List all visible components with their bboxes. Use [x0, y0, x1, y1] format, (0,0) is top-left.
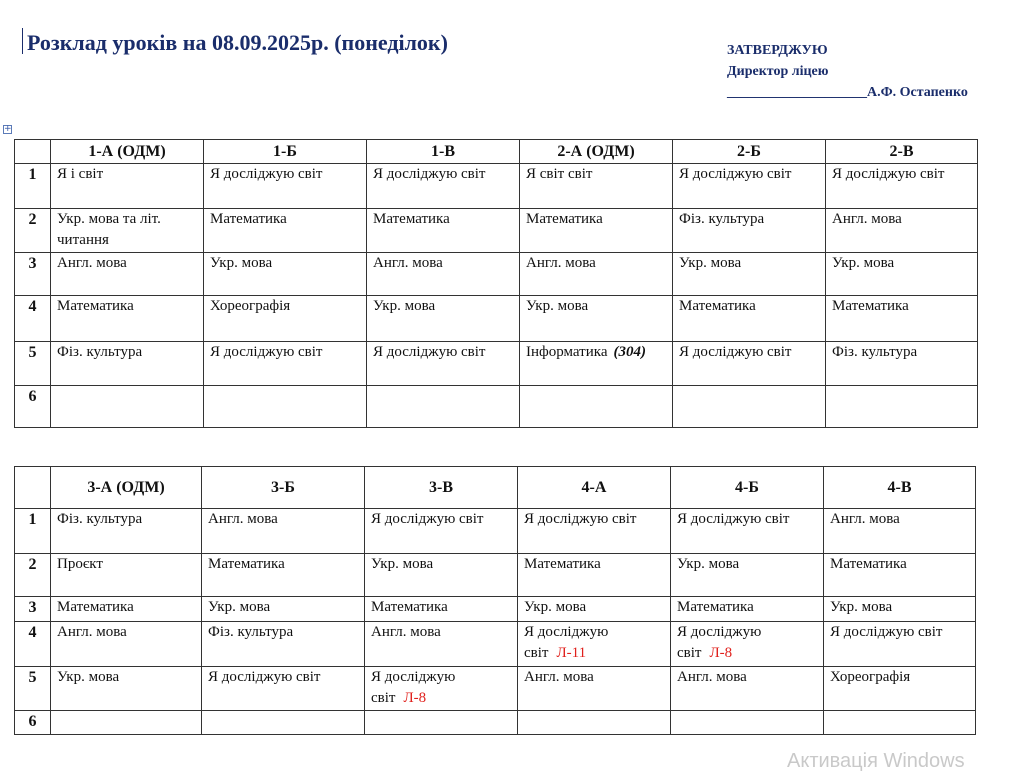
- class-header: 3-Б: [202, 467, 365, 509]
- lesson-cell[interactable]: [824, 711, 976, 735]
- class-header: 4-В: [824, 467, 976, 509]
- lesson-cell[interactable]: [826, 342, 978, 386]
- lesson-cell[interactable]: [367, 209, 520, 253]
- lesson-cell[interactable]: [204, 342, 367, 386]
- table-row: [15, 164, 978, 209]
- subject-name: Укр. мова: [371, 556, 434, 572]
- subject-name: Я досліджую світ: [373, 344, 486, 360]
- table-row: [15, 386, 978, 428]
- table-row: [15, 622, 976, 667]
- room-number: Л-8: [709, 645, 733, 661]
- subject-name: Англ. мова: [57, 624, 127, 640]
- lesson-cell[interactable]: [518, 509, 671, 554]
- lesson-cell[interactable]: [365, 622, 518, 667]
- lesson-cell[interactable]: [826, 386, 978, 428]
- schedule-table-grades-1-2: [14, 139, 978, 428]
- lesson-cell[interactable]: [367, 253, 520, 296]
- subject-name: Фіз. культура: [832, 344, 918, 360]
- table-row: [15, 342, 978, 386]
- class-header: 1-В: [367, 140, 520, 164]
- lesson-cell[interactable]: [367, 296, 520, 342]
- lesson-number: 2: [15, 554, 51, 597]
- subject-name: Математика: [832, 298, 909, 314]
- lesson-number: 5: [15, 667, 51, 711]
- lesson-cell[interactable]: [202, 711, 365, 735]
- class-header: 2-А (ОДМ): [520, 140, 673, 164]
- lesson-cell[interactable]: [520, 164, 673, 209]
- subject-name: Укр. мова: [373, 298, 436, 314]
- lesson-cell[interactable]: [520, 209, 673, 253]
- lesson-cell[interactable]: [367, 164, 520, 209]
- lesson-cell[interactable]: [202, 597, 365, 622]
- subject-name: Я досліджую світ: [679, 344, 792, 360]
- approval-heading: ЗАТВЕРДЖУЮ: [727, 43, 828, 58]
- subject-name: Математика: [524, 556, 601, 572]
- lesson-cell[interactable]: [824, 597, 976, 622]
- approval-position: Директор ліцею: [727, 64, 829, 79]
- subject-name: Я досліджую світ: [524, 624, 609, 661]
- lesson-number: 3: [15, 597, 51, 622]
- subject-name: Я досліджую світ: [679, 166, 792, 182]
- lesson-cell[interactable]: [365, 554, 518, 597]
- subject-name: Фіз. культура: [679, 211, 765, 227]
- lesson-cell[interactable]: [365, 509, 518, 554]
- lesson-cell[interactable]: [51, 296, 204, 342]
- subject-name: Укр. мова: [526, 298, 589, 314]
- lesson-cell[interactable]: [826, 253, 978, 296]
- lesson-cell[interactable]: [51, 509, 202, 554]
- subject-name: Укр. мова: [524, 599, 587, 615]
- subject-name: Я досліджую світ: [830, 624, 943, 640]
- subject-name: Англ. мова: [373, 255, 443, 271]
- table-header-row: [15, 467, 976, 509]
- lesson-cell[interactable]: [51, 164, 204, 209]
- subject-name: Англ. мова: [677, 669, 747, 685]
- lesson-cell[interactable]: [673, 296, 826, 342]
- subject-name: Укр. мова: [208, 599, 271, 615]
- subject-name: Англ. мова: [208, 511, 278, 527]
- room-number: Л-8: [403, 690, 427, 706]
- subject-name: Математика: [210, 211, 287, 227]
- lesson-cell[interactable]: [518, 622, 671, 667]
- schedule-table-grades-3-4: [14, 466, 976, 735]
- lesson-number: 6: [15, 711, 51, 735]
- lesson-cell[interactable]: [826, 164, 978, 209]
- subject-name: Укр. мова: [832, 255, 895, 271]
- table-row: [15, 554, 976, 597]
- approval-signature: ____________________А.Ф. Остапенко: [727, 85, 968, 100]
- lesson-cell[interactable]: [202, 622, 365, 667]
- subject-name: Математика: [373, 211, 450, 227]
- subject-name: Англ. мова: [371, 624, 441, 640]
- subject-name: Англ. мова: [57, 255, 127, 271]
- subject-name: Фіз. культура: [208, 624, 294, 640]
- subject-name: Фіз. культура: [57, 344, 143, 360]
- windows-activation-watermark: Активація Windows: [787, 750, 965, 772]
- class-header: 1-Б: [204, 140, 367, 164]
- subject-name: Я досліджую світ: [373, 166, 486, 182]
- lesson-cell[interactable]: [204, 209, 367, 253]
- lesson-cell[interactable]: [518, 597, 671, 622]
- subject-name: Англ. мова: [830, 511, 900, 527]
- class-header: 3-В: [365, 467, 518, 509]
- subject-name: Укр. мова: [677, 556, 740, 572]
- lesson-cell[interactable]: [518, 711, 671, 735]
- subject-name: Математика: [679, 298, 756, 314]
- subject-name: Я досліджую світ: [524, 511, 637, 527]
- table-row: [15, 253, 978, 296]
- subject-name: Я світ світ: [526, 166, 593, 182]
- lesson-number: 1: [15, 164, 51, 209]
- lesson-cell[interactable]: [520, 296, 673, 342]
- subject-name: Я і світ: [57, 166, 104, 182]
- subject-name: Проєкт: [57, 556, 103, 572]
- lesson-cell[interactable]: [673, 342, 826, 386]
- subject-name: Я досліджую світ: [208, 669, 321, 685]
- lesson-cell[interactable]: [51, 386, 204, 428]
- class-header: 3-А (ОДМ): [51, 467, 202, 509]
- lesson-cell[interactable]: [51, 597, 202, 622]
- lesson-cell[interactable]: [51, 209, 204, 253]
- lesson-cell[interactable]: [824, 509, 976, 554]
- approval-block: [727, 40, 968, 103]
- subject-name: Математика: [371, 599, 448, 615]
- subject-name: Інформатика: [526, 344, 608, 360]
- class-header: 1-А (ОДМ): [51, 140, 204, 164]
- text-cursor: [22, 28, 23, 54]
- lesson-cell[interactable]: [671, 509, 824, 554]
- subject-name: Укр. мова: [679, 255, 742, 271]
- lesson-cell[interactable]: [51, 711, 202, 735]
- lesson-cell[interactable]: [365, 597, 518, 622]
- move-table-icon[interactable]: +: [4, 124, 12, 134]
- subject-name: Фіз. культура: [57, 511, 143, 527]
- lesson-cell[interactable]: [518, 667, 671, 711]
- lesson-cell[interactable]: [671, 711, 824, 735]
- subject-name: Математика: [57, 599, 134, 615]
- subject-name: Математика: [57, 298, 134, 314]
- lesson-cell[interactable]: [51, 253, 204, 296]
- lesson-cell[interactable]: [671, 667, 824, 711]
- table-row: [15, 296, 978, 342]
- class-header: 4-А: [518, 467, 671, 509]
- lesson-cell[interactable]: [204, 164, 367, 209]
- lesson-number: 1: [15, 509, 51, 554]
- subject-name: Я досліджую світ: [210, 166, 323, 182]
- lesson-cell[interactable]: [51, 554, 202, 597]
- lesson-cell[interactable]: [367, 342, 520, 386]
- subject-name: Укр. мова та літ. читання: [57, 211, 161, 248]
- subject-name: Англ. мова: [526, 255, 596, 271]
- lesson-cell[interactable]: [824, 622, 976, 667]
- lesson-number: 5: [15, 342, 51, 386]
- lesson-number: 6: [15, 386, 51, 428]
- table-row: [15, 509, 976, 554]
- table-header-row: [15, 140, 978, 164]
- lesson-cell[interactable]: [365, 667, 518, 711]
- subject-name: Хореографія: [830, 669, 911, 685]
- subject-name: Я досліджую світ: [371, 669, 456, 706]
- lesson-cell[interactable]: [367, 386, 520, 428]
- lesson-cell[interactable]: [51, 667, 202, 711]
- lesson-cell[interactable]: [202, 554, 365, 597]
- room-number: Л-11: [556, 645, 587, 661]
- lesson-cell[interactable]: [365, 711, 518, 735]
- header-corner: [15, 140, 51, 164]
- lesson-cell[interactable]: [673, 386, 826, 428]
- subject-name: Математика: [526, 211, 603, 227]
- table-row: [15, 597, 976, 622]
- lesson-cell[interactable]: [202, 509, 365, 554]
- subject-name: Математика: [677, 599, 754, 615]
- class-header: 4-Б: [671, 467, 824, 509]
- subject-name: Я досліджую світ: [677, 624, 762, 661]
- subject-name: Я досліджую світ: [832, 166, 945, 182]
- lesson-cell[interactable]: [671, 554, 824, 597]
- class-header: 2-Б: [673, 140, 826, 164]
- lesson-cell[interactable]: [824, 554, 976, 597]
- subject-name: Укр. мова: [57, 669, 120, 685]
- lesson-cell[interactable]: [671, 597, 824, 622]
- lesson-cell[interactable]: [673, 253, 826, 296]
- lesson-cell[interactable]: [51, 342, 204, 386]
- class-header: 2-В: [826, 140, 978, 164]
- lesson-cell[interactable]: [826, 296, 978, 342]
- lesson-cell[interactable]: [671, 622, 824, 667]
- table-row: [15, 209, 978, 253]
- lesson-number: 2: [15, 209, 51, 253]
- subject-name: Англ. мова: [832, 211, 902, 227]
- header-corner: [15, 467, 51, 509]
- lesson-cell[interactable]: [202, 667, 365, 711]
- lesson-cell[interactable]: [673, 209, 826, 253]
- lesson-cell[interactable]: [520, 386, 673, 428]
- lesson-number: 3: [15, 253, 51, 296]
- lesson-cell[interactable]: [673, 164, 826, 209]
- subject-name: Англ. мова: [524, 669, 594, 685]
- lesson-cell[interactable]: [520, 253, 673, 296]
- lesson-number: 4: [15, 296, 51, 342]
- page-title: Розклад уроків на 08.09.2025р. (понеділок): [27, 30, 448, 55]
- subject-name: Хореографія: [210, 298, 291, 314]
- subject-name: Укр. мова: [830, 599, 893, 615]
- subject-name: Я досліджую світ: [371, 511, 484, 527]
- lesson-cell[interactable]: [518, 554, 671, 597]
- lesson-cell[interactable]: [520, 342, 673, 386]
- lesson-cell[interactable]: [204, 386, 367, 428]
- lesson-cell[interactable]: [204, 296, 367, 342]
- subject-name: Я досліджую світ: [677, 511, 790, 527]
- subject-name: Я досліджую світ: [210, 344, 323, 360]
- lesson-cell[interactable]: [824, 667, 976, 711]
- subject-name: Математика: [208, 556, 285, 572]
- lesson-cell[interactable]: [204, 253, 367, 296]
- subject-name: Укр. мова: [210, 255, 273, 271]
- room-number: (304): [613, 344, 646, 360]
- lesson-number: 4: [15, 622, 51, 667]
- table-row: [15, 711, 976, 735]
- table-row: [15, 667, 976, 711]
- lesson-cell[interactable]: [826, 209, 978, 253]
- lesson-cell[interactable]: [51, 622, 202, 667]
- subject-name: Математика: [830, 556, 907, 572]
